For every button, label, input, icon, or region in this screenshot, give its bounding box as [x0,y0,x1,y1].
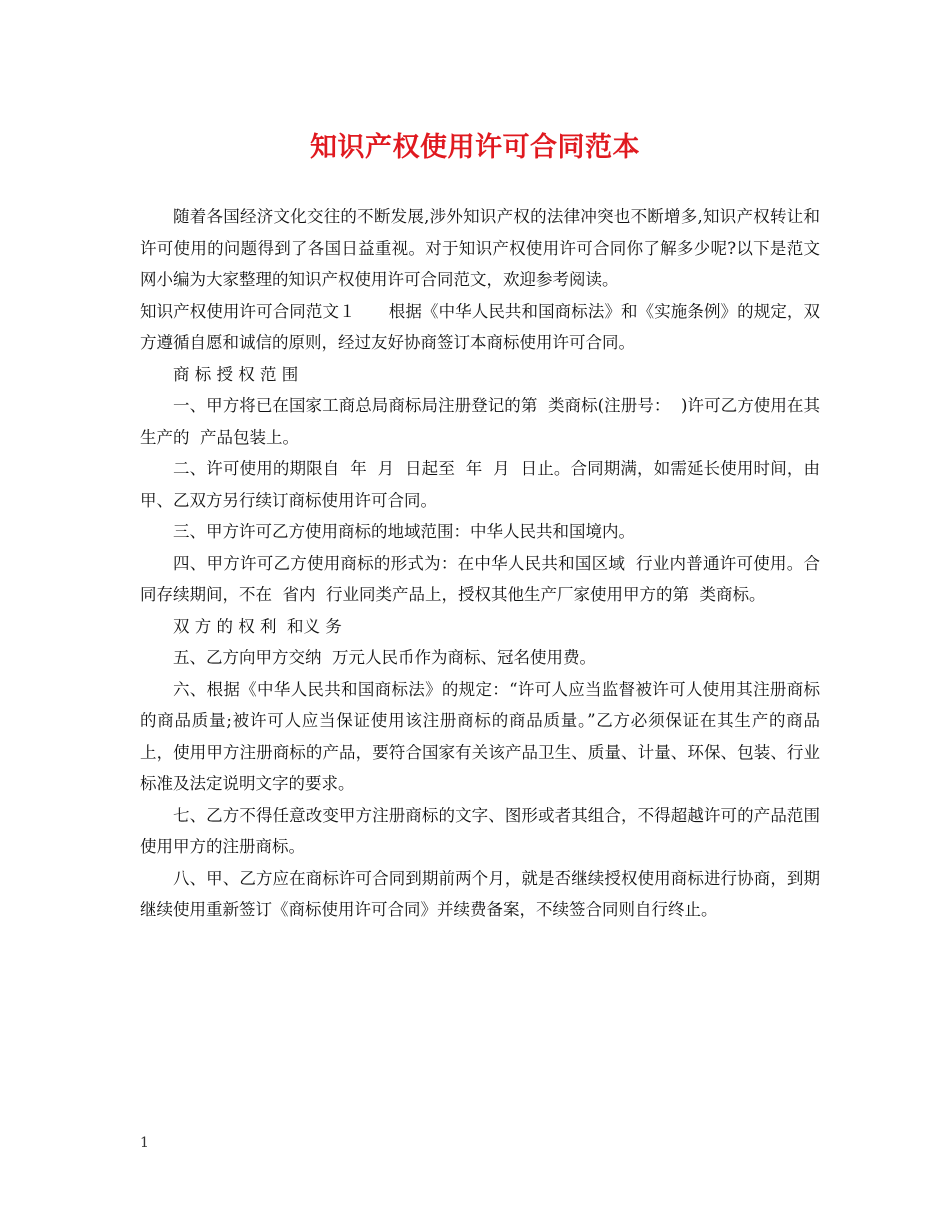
clause-3: 三、甲方许可乙方使用商标的地域范围：中华人民共和国境内。 [173,522,635,541]
page-number: 1 [140,1135,149,1151]
clause-7: 七、乙方不得任意改变甲方注册商标的文字、图形或者其组合，不得超越许可的产品范围使用甲方的注册商标。 [140,805,820,856]
clause-5: 五、乙方向甲方交纳 万元人民币作为商标、冠名使用费。 [173,648,596,667]
document-title: 知识产权使用许可合同范本 [310,132,640,163]
clause-6: 六、根据《中华人民共和国商标法》的规定：“许可人应当监督被许可人使用其注册商标的商品质量;被许可人应当保证使用该注册商标的商品质量。”乙方必须保证在其生产的商品上，使用甲方注册商标的产品，要符合国家有关该产品卫生、质量、计量、环保、包装、行业标准及法定说明文字的要求。 [140,679,820,793]
clause-4: 四、甲方许可乙方使用商标的形式为：在中华人民共和国区域 行业内普通许可使用。合同存续期间，不在 省内 行业同类产品上，授权其他生产厂家使用甲方的第 类商标。 [140,553,820,604]
sample-intro-paragraph: 知识产权使用许可合同范文１ 根据《中华人民共和国商标法》和《实施条例》的规定，双方遵循自愿和诚信的原则，经过友好协商签订本商标使用许可合同。 [140,301,820,352]
section-heading-rights: 双 方 的 权 利 和义 务 [173,616,342,636]
clause-8: 八、甲、乙方应在商标许可合同到期前两个月，就是否继续授权使用商标进行协商，到期继续使用重新签订《商标使用许可合同》并续费备案，不续签合同则自行终止。 [140,868,820,919]
section-heading-scope: 商 标 授 权 范 围 [173,364,299,384]
document-body [140,201,820,926]
intro-paragraph: 随着各国经济文化交往的不断发展,涉外知识产权的法律冲突也不断增多,知识产权转让和许可使用的问题得到了各国日益重视。对于知识产权使用许可合同你了解多少呢?以下是范文网小编为大家整理的知识产权使用许可合同范文，欢迎参考阅读。 [140,207,820,289]
clause-1: 一、甲方将已在国家工商总局商标局注册登记的第 类商标(注册号： )许可乙方使用在其生产的 产品包装上。 [140,396,820,447]
clause-2: 二、许可使用的期限自 年 月 日起至 年 月 日止。合同期满，如需延长使用时间，由甲、乙双方另行续订商标使用许可合同。 [140,459,820,510]
